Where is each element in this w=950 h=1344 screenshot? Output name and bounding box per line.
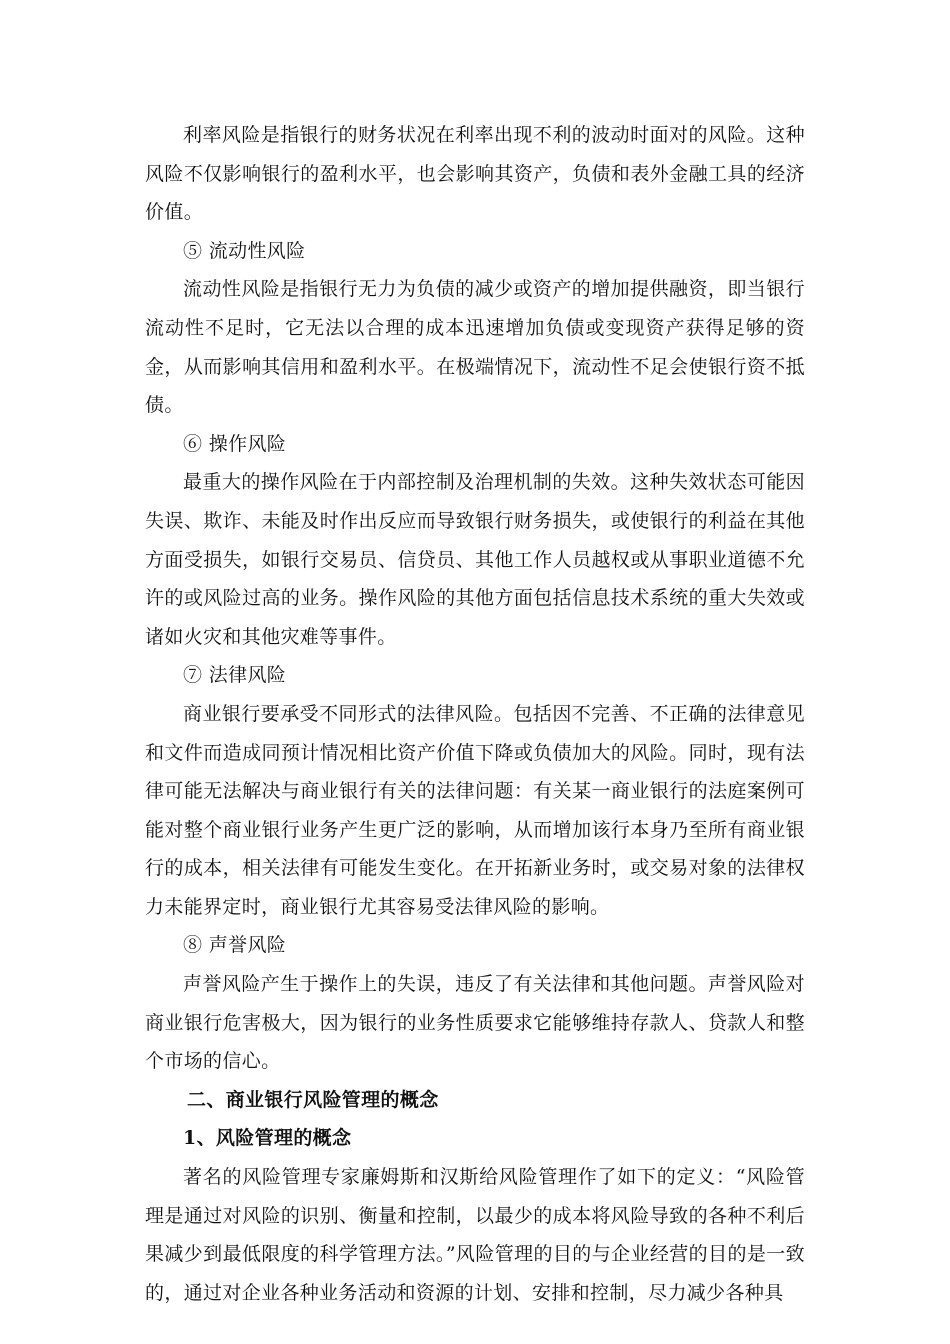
section-heading: 二、商业银行风险管理的概念 [187,1088,439,1111]
paragraph-interest-rate-risk: 利率风险是指银行的财务状况在利率出现不利的波动时面对的风险。这种风险不仅影响银行的盈利水平，也会影响其资产，负债和表外金融工具的经济价值。 [145,124,805,224]
paragraph-reputation-risk: 声誉风险产生于操作上的失误，违反了有关法律和其他问题。声誉风险对商业银行危害极大，因为银行的业务性质要求它能够维持存款人、贷款人和整个市场的信心。 [145,973,805,1073]
item-operational-risk-title: ⑥ 操作风险 [183,432,287,455]
item-liquidity-risk-title: ⑤ 流动性风险 [183,239,306,262]
document-page [145,116,805,1312]
paragraph-legal-risk: 商业银行要承受不同形式的法律风险。包括因不完善、不正确的法律意见和文件而造成同预计情况相比资产价值下降或负债加大的风险。同时，现有法律可能无法解决与商业银行有关的法律问题：有关某一商业银行的法庭案例可能对整个商业银行业务产生更广泛的影响，从而增加该行本身乃至所有商业银行的成本，相关法律有可能发生变化。在开拓新业务时，或交易对象的法律权力未能界定时，商业银行尤其容易受法律风险的影响。 [145,702,805,918]
paragraph-operational-risk: 最重大的操作风险在于内部控制及治理机制的失效。这种失效状态可能因失误、欺诈、未能及时作出反应而导致银行财务损失，或使银行的利益在其他方面受损失，如银行交易员、信贷员、其他工作人员越权或从事职业道德不允许的或风险过高的业务。操作风险的其他方面包括信息技术系统的重大失效或诸如火灾和其他灾难等事件。 [145,471,805,648]
item-reputation-risk-title: ⑧ 声誉风险 [183,934,287,957]
paragraph-risk-management-definition: 著名的风险管理专家廉姆斯和汉斯给风险管理作了如下的定义：“风险管理是通过对风险的识别、衡量和控制，以最少的成本将风险导致的各种不利后果减少到最低限度的科学管理方法。”风险管理的目的与企业经营的目的是一致的，通过对企业各种业务活动和资源的计划、安排和控制，尽力减少各种具 [145,1166,805,1304]
paragraph-liquidity-risk: 流动性风险是指银行无力为负债的减少或资产的增加提供融资，即当银行流动性不足时，它无法以合理的成本迅速增加负债或变现资产获得足够的资金，从而影响其信用和盈利水平。在极端情况下，流动性不足会使银行资不抵债。 [145,278,805,417]
subsection-heading: 1、风险管理的概念 [183,1127,352,1150]
item-legal-risk-title: ⑦ 法律风险 [183,664,287,687]
